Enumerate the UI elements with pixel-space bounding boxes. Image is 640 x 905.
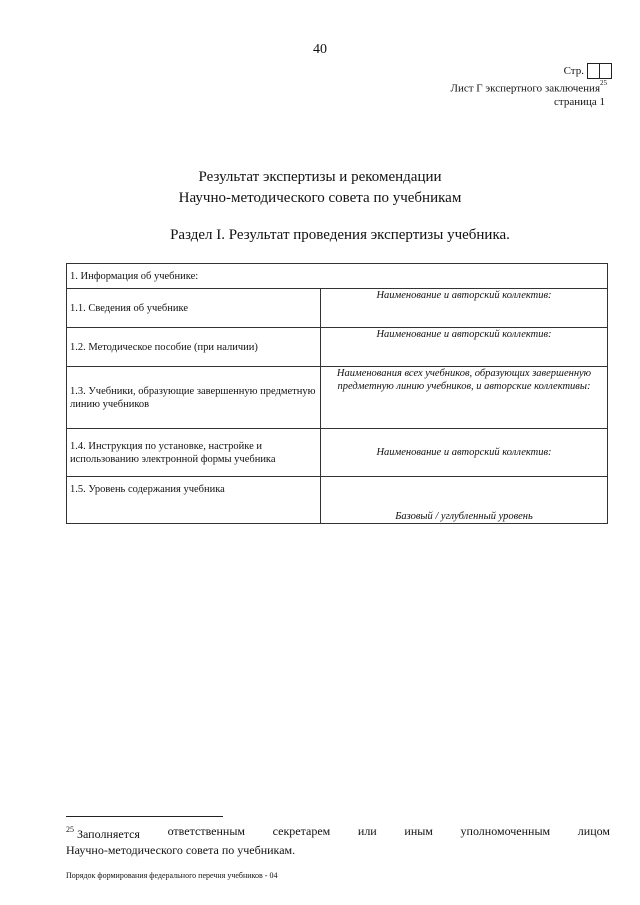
footnote-word: уполномоченным <box>460 824 551 838</box>
table-row <box>67 477 608 524</box>
section-heading: Раздел I. Результат проведения экспертизы учебника. <box>170 227 510 243</box>
row-label: 1.1. Сведения об учебнике <box>67 289 321 328</box>
footnote-word: или <box>357 824 377 838</box>
row-value: Наименование и авторский коллектив: <box>321 429 608 477</box>
textbook-info-table <box>66 263 608 524</box>
table-row <box>67 328 608 367</box>
footnote-number: 25 <box>66 825 74 834</box>
row-label: 1.5. Уровень содержания учебника <box>67 477 321 524</box>
footnote-word: Заполняется <box>77 827 140 841</box>
row-value: Наименование и авторский коллектив: <box>321 289 608 328</box>
page-footer: Порядок формирования федерального перечня учебников - 04 <box>66 871 278 880</box>
sheet-label-text: Лист Г экспертного заключения <box>450 82 600 95</box>
footnote-word: лицом <box>577 824 610 838</box>
sheet-label <box>451 81 607 95</box>
row-value: Наименование и авторский коллектив: <box>321 328 608 367</box>
footnote <box>66 823 610 858</box>
row-value: Наименования всех учебников, образующих завершенную предметную линию учебников, и авторские коллективы: <box>321 367 608 429</box>
document-title-line1: Результат экспертизы и рекомендации <box>198 169 442 185</box>
footnote-line2: Научно-методического совета по учебникам. <box>66 843 296 857</box>
row-label: 1.2. Методическое пособие (при наличии) <box>67 328 321 367</box>
table-header-cell: 1. Информация об учебнике: <box>67 264 608 289</box>
footnote-word: ответственным <box>167 824 245 838</box>
sheet-page-label: страница 1 <box>554 96 605 108</box>
document-title-line2: Научно-методического совета по учебникам <box>178 190 462 206</box>
table-row <box>67 367 608 429</box>
table-row <box>67 289 608 328</box>
sheet-footnote-ref: 25 <box>600 79 607 87</box>
table-row <box>67 429 608 477</box>
footnote-divider <box>66 816 223 817</box>
row-label: 1.4. Инструкция по установке, настройке и использованию электронной формы учебника <box>67 429 321 477</box>
footnote-first-word <box>66 823 140 842</box>
footnote-line1 <box>66 823 610 842</box>
page-number: 40 <box>313 42 327 57</box>
str-label: Стр. <box>563 65 584 77</box>
footnote-word: секретарем <box>272 824 331 838</box>
row-label: 1.3. Учебники, образующие завершенную предметную линию учебников <box>67 367 321 429</box>
row-value: Базовый / углубленный уровень <box>321 477 608 524</box>
footnote-word: иным <box>404 824 433 838</box>
page-count-field <box>564 63 612 79</box>
table-header-row <box>67 264 608 289</box>
page-count-box-2 <box>599 63 612 79</box>
